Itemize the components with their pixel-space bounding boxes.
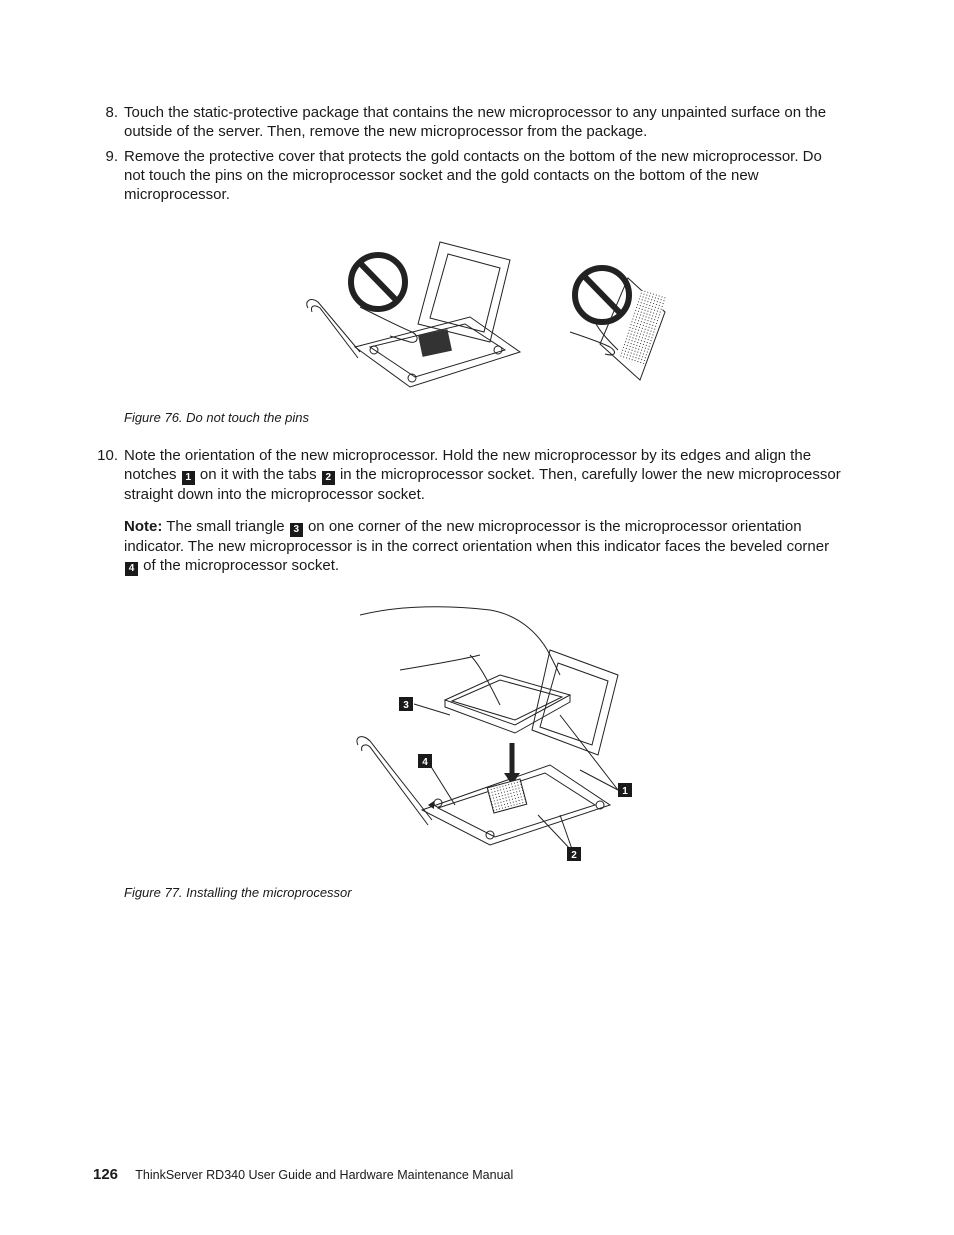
callout-3: 3 — [290, 523, 303, 537]
note — [124, 517, 844, 576]
step-8 — [105, 103, 844, 141]
figure-77-illustration — [340, 605, 640, 865]
step-text-1: Note the orientation of the new microprocessor. Hold the new microprocessor by its edges and align the notches — [124, 447, 812, 483]
step-10 — [97, 446, 844, 504]
callout-4: 4 — [125, 562, 138, 576]
document-title: ThinkServer RD340 User Guide and Hardware Maintenance Manual — [135, 1168, 514, 1182]
step-9 — [105, 147, 844, 204]
page-footer — [93, 1166, 513, 1183]
note-label: Note: — [124, 518, 163, 535]
figure-callout-2: 2 — [571, 850, 577, 861]
figure-callout-1: 1 — [622, 786, 628, 797]
step-number: 10. — [97, 447, 118, 464]
figure-77-caption: Figure 77. Installing the microprocessor — [124, 885, 352, 900]
step-text: Touch the static-protective package that contains the new microprocessor to any unpainted surface on the outside of the server. Then, remove the new microprocessor from the package. — [124, 104, 827, 140]
callout-2: 2 — [322, 471, 335, 485]
figure-76-illustration — [300, 232, 680, 392]
step-number: 8. — [105, 104, 118, 121]
note-text-1: The small triangle — [166, 518, 285, 535]
step-text: Remove the protective cover that protects the gold contacts on the bottom of the new microprocessor. Do not touch the pins on the microprocessor socket and the gold contacts on the bottom of the new microprocessor. — [124, 148, 822, 203]
figure-76-caption: Figure 76. Do not touch the pins — [124, 410, 310, 425]
step-text-3: in the microprocessor socket. Then, carefully lower the new microprocessor straight down into the microprocessor socket. — [124, 466, 841, 503]
figure-callout-3: 3 — [403, 700, 409, 711]
note-text-3: of the microprocessor socket. — [143, 557, 340, 574]
callout-1: 1 — [182, 471, 195, 485]
step-text-2: on it with the tabs — [199, 466, 317, 483]
page-number: 126 — [93, 1166, 119, 1183]
note-text-2: on one corner of the new microprocessor is the microprocessor orientation indicator. The new microprocessor is in the correct orientation when this indicator faces the beveled corner — [124, 518, 830, 555]
figure-callout-4: 4 — [422, 757, 428, 768]
step-number: 9. — [105, 148, 118, 165]
